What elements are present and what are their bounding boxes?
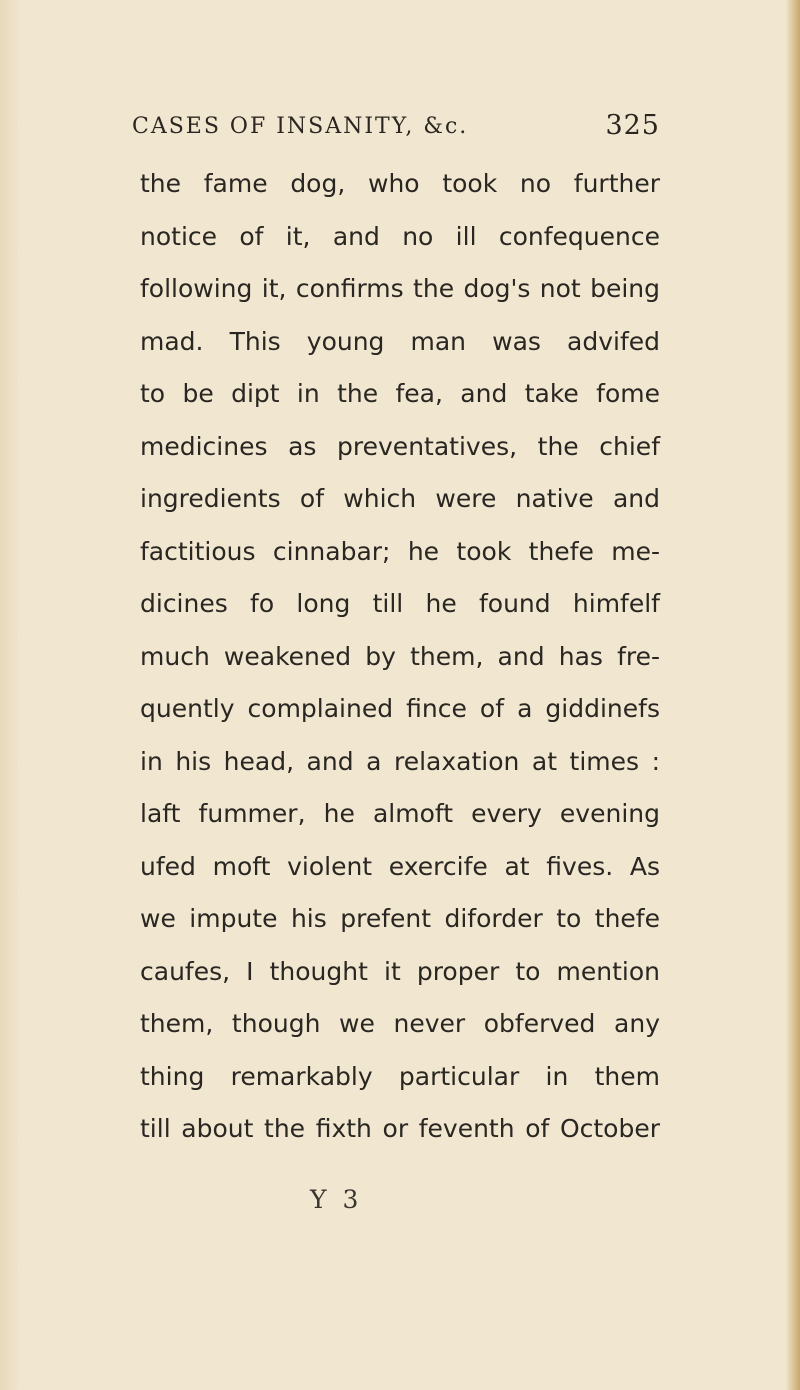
text-line: ufed moft violent exercife at fives. As (140, 851, 660, 881)
text-line: factitious cinnabar; he took thefe me- (140, 536, 660, 566)
page-left-edge (0, 0, 18, 1390)
text-line: medicines as preventatives, the chief (140, 431, 660, 461)
running-head (118, 108, 678, 148)
text-line: we impute his prefent diforder to thefe (140, 904, 660, 933)
text-line: much weakened by them, and has fre- (140, 641, 660, 671)
text-line: ingredients of which were native and (140, 484, 660, 513)
text-line: to be dipt in the fea, and take fome (140, 379, 660, 408)
text-line: the fame dog, who took no further (140, 169, 660, 198)
text-line: thing remarkably particular in them (140, 1061, 660, 1091)
text-line: quently complained fince of a giddinefs (140, 694, 660, 723)
signature-mark: Y 3 (310, 1185, 363, 1214)
page-number: 325 (605, 110, 660, 141)
body-text (140, 158, 660, 1156)
text-line: following it, confirms the dog's not being (140, 274, 660, 303)
text-line: mad. This young man was advifed (140, 326, 660, 356)
text-line: dicines fo long till he found himfelf (140, 589, 660, 618)
text-line: till about the fixth or feventh of October (140, 1114, 660, 1143)
text-line: in his head, and a relaxation at times : (140, 746, 660, 776)
page-right-edge (786, 0, 800, 1390)
text-line: laft fummer, he almoft every evening (140, 799, 660, 828)
running-head-title: CASES OF INSANITY, &c. (132, 114, 469, 139)
text-line: notice of it, and no ill confequence (140, 221, 660, 251)
text-line: them, though we never obferved any (140, 1009, 660, 1038)
text-line: caufes, I thought it proper to mention (140, 956, 660, 986)
